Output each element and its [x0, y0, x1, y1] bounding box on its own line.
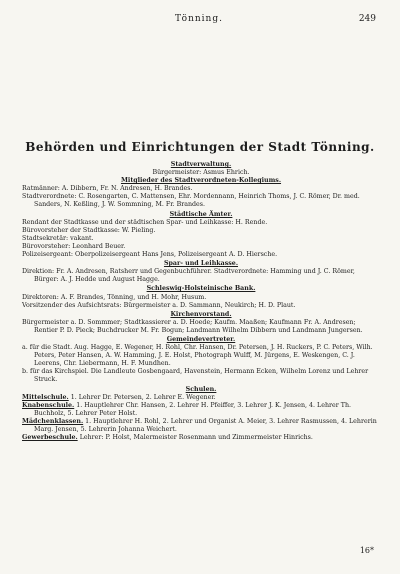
aemter-line-2: Bürovorsteher der Stadtkasse: W. Pieling. — [22, 226, 156, 234]
section-heading-bank: Schleswig-Holsteinische Bank. — [146, 285, 256, 293]
schule-text: Lehrer: P. Holst, Malermeister Rosenmann und Zimmermeister Hinrichs. — [79, 434, 313, 442]
stadtverordnete-line: Stadtverordnete: C. Rosengarten, C. Mattensen, Ehr. Mordennann, Heinrich Thoms, J. C. Römer, Dr. med. Sanders, N. Keßling, J. W. Sommning, M. Fr. Brandes. — [22, 193, 360, 209]
kollegium-heading: Mitglieder des Stadtverordneten-Kollegiums. — [120, 177, 282, 185]
gemeindevertreter-stadt: a. für die Stadt. Aug. Hagge, E. Wegener, H. Rohl, Chr. Hansen, Dr. Petersen, J. H. Ruckers, P. C. Peters, Wilh. Peters, Peter Hansen, A. W. Hamming, J. E. Holst, Photograph Wulff, M. Jürgens, E. Weskengen, C. J. Leerens, Chr. Liebermann, H. F. Mundhen. — [22, 344, 373, 368]
leihkasse-line-1: Direktion: Fr. A. Andresen, Ratsherr und Gegenbuchführer. Stadtverordnete: Hamming und J. C. Römer, Bürger: A. J. Hedde und August Hagge. — [22, 268, 355, 284]
document-body — [22, 160, 380, 442]
aemter-line-5: Polizeisergeant: Oberpolizeisergeant Hans Jens, Polizeisergeant A. D. Hiersche. — [22, 251, 278, 259]
page-number: 249 — [358, 14, 376, 24]
section-heading-kirchenvorstand: Kirchenvorstand. — [170, 310, 232, 318]
aemter-line-3: Stadtsekretär: vakant. — [22, 234, 94, 242]
schule-entry — [22, 434, 380, 442]
schule-entry — [22, 402, 380, 418]
running-head-title: Tönning. — [175, 14, 223, 24]
buergermeister-line: Bürgermeister: Asmus Ehrich. — [152, 169, 250, 177]
ratmaenner-line: Ratmänner: A. Dibbern, Fr. N. Andresen, H. Brandes. — [22, 185, 193, 193]
main-title: Behörden und Einrichtungen der Stadt Tönning. — [25, 140, 375, 154]
aemter-line-4: Bürovorsteher: Leonhard Beuer. — [22, 242, 126, 250]
section-heading-gemeindevertreter: Gemeindevertreter. — [166, 335, 236, 343]
schule-text: 1. Lehrer Dr. Petersen, 2. Lehrer E. Wegener. — [70, 393, 216, 401]
section-heading-schulen: Schulen. — [185, 385, 217, 393]
schule-text: 1. Hauptlehrer H. Rohl, 2. Lehrer und Organist A. Meier, 3. Lehrer Rasmussen, 4. Lehrerin Marg. Jensen, 5. Lehrerin Johanna Weichert. — [34, 417, 377, 433]
section-heading-leihkasse: Spar- und Leihkasse. — [163, 260, 239, 268]
signature-mark: 16* — [359, 546, 374, 555]
kirchenvorstand-line-1: Bürgermeister a. D. Sommmer; Stadtkassierer a. D. Hoede; Kaufm. Maaßen; Kaufmann Fr. A. Andresen; Rentier P. D. Pieck; Buchdrucker M. Fr. Bogun; Landmann Wilhelm Dibbern und Landmann Jungersen. — [22, 318, 363, 334]
schule-text: 1. Hauptlehrer Chr. Hansen, 2. Lehrer H. Pfeiffer, 3. Lehrer J. K. Jensen, 4. Lehrer Th. Buchholz, 5. Lehrer Peter Holst. — [34, 401, 352, 417]
gemeindevertreter-kirchspiel: b. für das Kirchspiel. Die Landleute Gosbengaard, Havenstein, Hermann Ecken, Wilhelm Lorenz und Lehrer Struck. — [22, 368, 369, 384]
bank-line-2: Vorsitzender des Aufsichtsrats: Bürgermeister a. D. Sammann, Neukirch; H. D. Plaut. — [22, 301, 296, 309]
section-heading-stadtverwaltung: Stadtverwaltung. — [170, 161, 232, 168]
section-heading-aemter: Städtische Ämter. — [169, 210, 233, 218]
schule-label: Gewerbeschule. — [22, 434, 78, 442]
schule-entry — [22, 418, 380, 434]
bank-line-1: Direktoren: A. F. Brandes, Tönning, und H. Mohr, Husum. — [22, 293, 207, 301]
schule-entry — [22, 394, 380, 402]
aemter-line-1: Rendant der Stadtkasse und der städtischen Spar- und Leihkasse: H. Rende. — [22, 218, 268, 226]
schule-label: Mittelschule. — [22, 393, 69, 401]
schule-label: Mädchenklassen. — [22, 417, 84, 425]
schule-label: Knabenschule. — [22, 401, 75, 409]
